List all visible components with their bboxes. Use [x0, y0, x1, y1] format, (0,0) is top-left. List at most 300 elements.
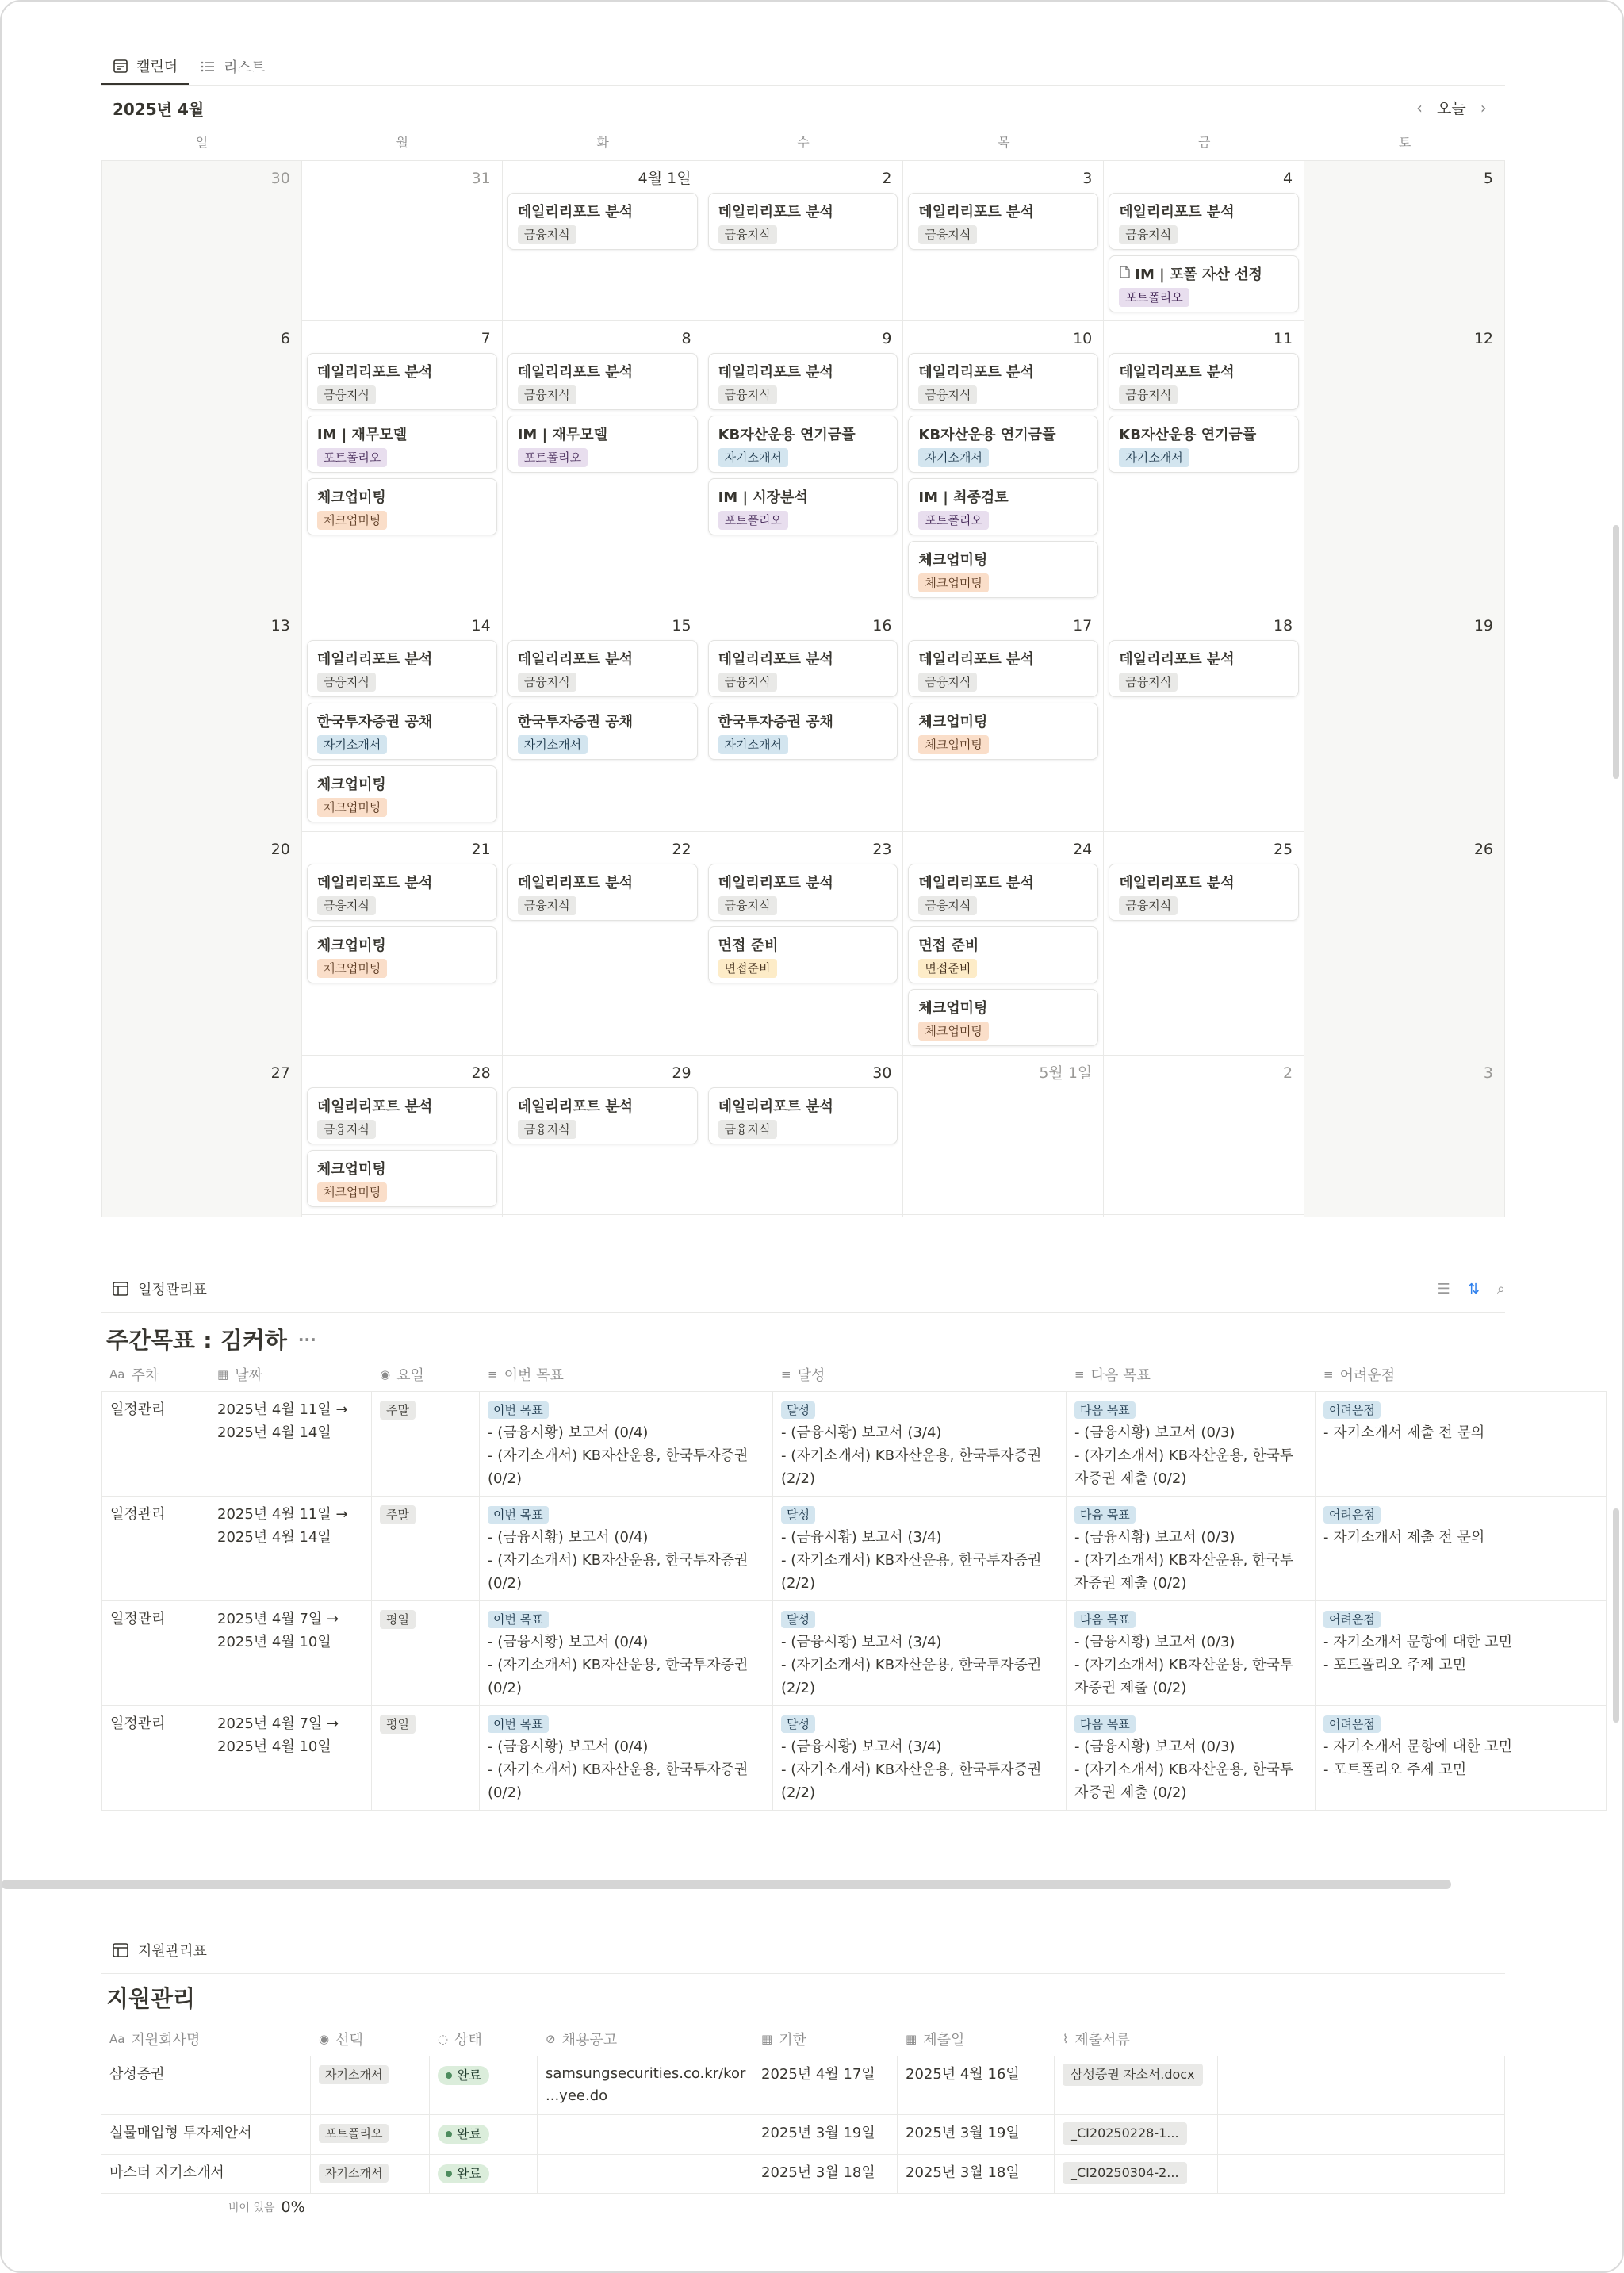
- status-badge: [438, 2066, 489, 2085]
- more-icon[interactable]: ···: [297, 1329, 316, 1349]
- event-title: 데일리리포트 분석: [718, 1098, 833, 1115]
- calendar-day[interactable]: [302, 608, 503, 833]
- cell-submitted: 2025년 3월 18일: [898, 2155, 1055, 2193]
- cell-difficulty[interactable]: [1316, 1392, 1607, 1496]
- today-button[interactable]: 오늘: [1437, 100, 1466, 117]
- calendar-day[interactable]: [1104, 321, 1304, 608]
- calendar-day[interactable]: [503, 321, 703, 608]
- calendar-day[interactable]: [903, 161, 1104, 323]
- weekday-label: 금: [1197, 135, 1211, 150]
- text-icon: ≡: [488, 1367, 498, 1382]
- callout-tag: 다음 목표: [1074, 1611, 1136, 1628]
- event-tag: 체크업미팅: [317, 1182, 387, 1202]
- event-tag: 면접준비: [718, 959, 777, 978]
- schedule-db-header: [113, 1278, 1505, 1299]
- callout-text: - (금융시황) 보고서 (0/4) - (자기소개서) KB자산운용, 한국투자증권 (0/2): [488, 1529, 749, 1592]
- column-header[interactable]: [102, 1358, 209, 1391]
- column-header[interactable]: [102, 2022, 311, 2056]
- column-header-label: 제출일: [923, 2032, 965, 2049]
- calendar-day[interactable]: [703, 1056, 904, 1217]
- event-tag: 체크업미팅: [317, 959, 387, 978]
- event-tag: 금융지식: [918, 896, 977, 915]
- event-tag: 금융지식: [317, 896, 376, 915]
- calendar-event[interactable]: [307, 765, 497, 822]
- weekday-label: 월: [396, 135, 408, 150]
- calendar-event[interactable]: [708, 926, 898, 983]
- table-row[interactable]: [102, 2154, 1505, 2194]
- calendar-day[interactable]: [102, 321, 302, 608]
- file-chip[interactable]: 삼성증권 자소서.docx: [1063, 2064, 1203, 2086]
- calendar-day[interactable]: [1304, 161, 1505, 323]
- title-icon: Aa: [109, 1367, 125, 1382]
- column-header-label: 채용공고: [561, 2032, 618, 2049]
- calendar-event[interactable]: [508, 1087, 698, 1144]
- cell-file: [1055, 2056, 1218, 2114]
- chevron-left-icon[interactable]: ‹: [1416, 98, 1423, 117]
- cell-deadline: 2025년 3월 19일: [753, 2115, 898, 2154]
- search-icon[interactable]: ⌕: [1496, 1280, 1505, 1297]
- calendar-week: [102, 1055, 1505, 1215]
- list-icon: [200, 59, 216, 75]
- event-title: 한국투자증권 공채: [718, 714, 833, 730]
- calendar-event[interactable]: [307, 1087, 497, 1144]
- cell-next[interactable]: [1067, 1497, 1316, 1600]
- document-icon: [1119, 266, 1130, 282]
- event-title-row: [1119, 263, 1290, 285]
- day-number: 21: [471, 841, 491, 858]
- calendar-day[interactable]: [503, 608, 703, 833]
- file-chip[interactable]: _CI20250228-1...: [1063, 2122, 1187, 2145]
- event-title-row: [317, 360, 488, 382]
- event-tag: 금융지식: [918, 225, 977, 244]
- column-header[interactable]: [773, 1358, 1067, 1391]
- cell-achieved[interactable]: [773, 1392, 1067, 1496]
- calendar-event[interactable]: [1109, 864, 1299, 921]
- event-tag: 금융지식: [718, 385, 777, 404]
- cell-week: 일정관리: [102, 1392, 209, 1496]
- event-tag: 체크업미팅: [317, 511, 387, 530]
- event-title-row: [317, 1094, 488, 1117]
- vertical-scrollbar[interactable]: [1613, 1508, 1619, 1723]
- calendar-icon: ▦: [761, 2032, 773, 2046]
- status-dot: [446, 2131, 452, 2137]
- event-title: 면접 준비: [718, 937, 779, 954]
- calendar-event[interactable]: [908, 864, 1098, 921]
- calendar-day[interactable]: [102, 608, 302, 833]
- event-tag: 포트폴리오: [518, 448, 588, 467]
- calendar-day[interactable]: [903, 321, 1104, 608]
- title-icon: Aa: [109, 2032, 125, 2046]
- cell-goal[interactable]: [480, 1601, 773, 1705]
- calendar-event[interactable]: [307, 1150, 497, 1207]
- column-header[interactable]: [430, 2022, 538, 2056]
- sort-icon[interactable]: ⇅: [1467, 1280, 1480, 1297]
- select-icon: ◉: [380, 1367, 391, 1382]
- event-title: 체크업미팅: [316, 776, 386, 793]
- cell-file: [1055, 2155, 1218, 2193]
- file-chip[interactable]: _CI20250304-2...: [1063, 2162, 1187, 2184]
- calendar-day[interactable]: [1104, 1056, 1304, 1217]
- calendar-event[interactable]: [508, 416, 698, 473]
- event-tag: 자기소개서: [518, 735, 588, 754]
- calendar-event[interactable]: [1109, 640, 1299, 697]
- calendar-event[interactable]: [307, 640, 497, 697]
- event-title-row: [1119, 423, 1290, 445]
- table-row[interactable]: [102, 1496, 1607, 1600]
- column-header[interactable]: [753, 2022, 898, 2056]
- calendar-event[interactable]: [708, 640, 898, 697]
- tab-list[interactable]: [189, 48, 276, 86]
- calendar-event[interactable]: [908, 989, 1098, 1046]
- calendar-icon: [113, 58, 128, 74]
- callout-tag: 이번 목표: [488, 1611, 549, 1628]
- calendar-event[interactable]: [908, 640, 1098, 697]
- calendar-event[interactable]: [708, 416, 898, 473]
- vertical-scrollbar[interactable]: [1613, 525, 1619, 779]
- column-header[interactable]: [538, 2022, 753, 2056]
- callout-text: - 자기소개서 문항에 대한 고민 - 포트폴리오 주제 고민: [1323, 1738, 1513, 1778]
- event-title: KB자산운용 연기금풀: [918, 427, 1056, 443]
- table-row[interactable]: [102, 1600, 1607, 1705]
- day-number: 2: [1283, 1064, 1293, 1082]
- column-header-label: 상태: [454, 2032, 482, 2049]
- weekly-table-header: [102, 1358, 1607, 1391]
- calendar-day[interactable]: [1304, 608, 1505, 833]
- calendar-event[interactable]: [708, 864, 898, 921]
- event-tag: 자기소개서: [317, 735, 387, 754]
- calendar-event[interactable]: [307, 864, 497, 921]
- event-title: 데일리리포트 분석: [718, 875, 833, 891]
- cell-difficulty[interactable]: [1316, 1706, 1607, 1810]
- callout-tag: 다음 목표: [1074, 1401, 1136, 1419]
- day-number: 10: [1073, 330, 1093, 347]
- event-tag: 금융지식: [1119, 673, 1178, 692]
- application-db-label: 지원관리표: [138, 1943, 207, 1960]
- cell-next[interactable]: [1067, 1601, 1316, 1705]
- event-title: 체크업미팅: [918, 714, 988, 730]
- column-header[interactable]: [1055, 2022, 1218, 2056]
- calendar-day[interactable]: [703, 832, 904, 1056]
- event-title: 데일리리포트 분석: [316, 875, 433, 891]
- day-number: 11: [1273, 330, 1293, 347]
- callout-text: - (금융시황) 보고서 (0/3) - (자기소개서) KB자산운용, 한국투자증권 제출 (0/2): [1074, 1634, 1294, 1696]
- cell-difficulty[interactable]: [1316, 1497, 1607, 1600]
- day-pill: 주말: [380, 1401, 416, 1420]
- cell-type: [311, 2056, 430, 2114]
- calendar-event[interactable]: [1109, 193, 1299, 250]
- calendar-day[interactable]: [102, 832, 302, 1056]
- cell-submitted: 2025년 4월 16일: [898, 2056, 1055, 2114]
- cell-achieved[interactable]: [773, 1497, 1067, 1600]
- calendar-grid: [102, 128, 1505, 1215]
- calendar-day[interactable]: [1104, 608, 1304, 833]
- event-tag: 금융지식: [518, 225, 576, 244]
- event-title: 면접 준비: [918, 937, 979, 954]
- cell-achieved[interactable]: [773, 1601, 1067, 1705]
- view-tabs: [102, 48, 276, 86]
- calendar-event[interactable]: [508, 193, 698, 250]
- day-number: 5: [1483, 170, 1493, 187]
- link-icon: ⊘: [546, 2032, 556, 2046]
- cell-status: [430, 2155, 538, 2193]
- calendar-day[interactable]: [302, 832, 503, 1056]
- calendar-day[interactable]: [903, 608, 1104, 833]
- event-title-row: [918, 996, 1090, 1018]
- calendar-event[interactable]: [708, 1087, 898, 1144]
- cell-date: 2025년 4월 7일 → 2025년 4월 10일: [209, 1601, 372, 1705]
- cell-goal[interactable]: [480, 1706, 773, 1810]
- calendar-event[interactable]: [1109, 255, 1299, 312]
- event-title-row: [317, 772, 488, 795]
- calendar-day[interactable]: [1304, 321, 1505, 608]
- event-title: IM | 재무모델: [517, 427, 607, 443]
- day-number: 13: [270, 617, 290, 634]
- callout-tag: 다음 목표: [1074, 1506, 1136, 1524]
- status-label: 완료: [457, 2068, 481, 2083]
- event-title: 데일리리포트 분석: [1119, 875, 1235, 891]
- table-row[interactable]: [102, 2056, 1505, 2114]
- table-row[interactable]: [102, 1705, 1607, 1811]
- calendar-event[interactable]: [708, 703, 898, 760]
- calendar-day[interactable]: [1104, 161, 1304, 323]
- calendar-day[interactable]: [302, 321, 503, 608]
- event-title: 한국투자증권 공채: [517, 714, 634, 730]
- calendar-event[interactable]: [307, 926, 497, 983]
- application-table: [102, 2022, 1505, 2194]
- column-header-label: 선택: [335, 2032, 363, 2049]
- event-title-row: [317, 1157, 488, 1179]
- event-title-row: [317, 485, 488, 508]
- event-title: 한국투자증권 공채: [316, 714, 433, 730]
- event-title-row: [1119, 871, 1290, 893]
- calendar-event[interactable]: [508, 703, 698, 760]
- callout-text: - 자기소개서 문항에 대한 고민 - 포트폴리오 주제 고민: [1323, 1634, 1513, 1673]
- table-icon: [113, 1943, 128, 1957]
- chevron-right-icon[interactable]: ›: [1480, 98, 1487, 117]
- divider: [102, 1973, 1505, 1974]
- column-header-label: 기한: [779, 2032, 806, 2049]
- calendar-event[interactable]: [307, 416, 497, 473]
- cell-achieved[interactable]: [773, 1706, 1067, 1810]
- calendar-event[interactable]: [508, 353, 698, 410]
- day-number: 19: [1473, 617, 1493, 634]
- cell-next[interactable]: [1067, 1706, 1316, 1810]
- calendar-event[interactable]: [708, 478, 898, 535]
- event-title-row: [918, 933, 1090, 956]
- footer-value: 0%: [281, 2198, 305, 2216]
- month-title: 2025년 4월: [113, 100, 205, 119]
- cell-link[interactable]: samsungsecurities.co.kr/kor ...yee.do: [538, 2056, 753, 2114]
- callout-text: - (금융시황) 보고서 (0/3) - (자기소개서) KB자산운용, 한국투자증권 제출 (0/2): [1074, 1738, 1294, 1801]
- event-tag: 자기소개서: [918, 448, 988, 467]
- type-pill: 포트폴리오: [319, 2124, 389, 2143]
- event-title-row: [518, 1094, 689, 1117]
- calendar-day[interactable]: [102, 161, 302, 323]
- calendar-event[interactable]: [908, 926, 1098, 983]
- event-tag: 금융지식: [518, 896, 576, 915]
- cell-empty: [1218, 2056, 1505, 2114]
- day-number: 2: [882, 170, 892, 187]
- weekday-label: 토: [1398, 135, 1411, 150]
- cell-submitted: 2025년 3월 19일: [898, 2115, 1055, 2154]
- calendar-day[interactable]: [503, 161, 703, 323]
- calendar-day[interactable]: [903, 1056, 1104, 1217]
- schedule-db-label-wrap: [113, 1278, 207, 1299]
- callout-text: - (금융시황) 보고서 (3/4) - (자기소개서) KB자산운용, 한국투자증권 (2/2): [781, 1738, 1042, 1801]
- callout-text: - (금융시황) 보고서 (0/3) - (자기소개서) KB자산운용, 한국투자증권 제출 (0/2): [1074, 1529, 1294, 1592]
- cell-link[interactable]: [538, 2155, 753, 2193]
- calendar-day[interactable]: [703, 608, 904, 833]
- calendar-day[interactable]: [1304, 832, 1505, 1056]
- type-pill: 자기소개서: [319, 2164, 389, 2183]
- event-title: 데일리리포트 분석: [316, 651, 433, 668]
- day-pill: 평일: [380, 1610, 416, 1629]
- calendar-day[interactable]: [703, 161, 904, 323]
- calendar-day[interactable]: [302, 1056, 503, 1217]
- callout-text: - (금융시황) 보고서 (0/3) - (자기소개서) KB자산운용, 한국투자증권 제출 (0/2): [1074, 1424, 1294, 1487]
- event-title: KB자산운용 연기금풀: [1119, 427, 1257, 443]
- calendar-event[interactable]: [908, 353, 1098, 410]
- callout-tag: 이번 목표: [488, 1715, 549, 1733]
- column-header[interactable]: [311, 2022, 430, 2056]
- schedule-db-label: 일정관리표: [138, 1282, 207, 1298]
- callout-tag: 다음 목표: [1074, 1715, 1136, 1733]
- month-nav: [1416, 97, 1487, 118]
- cell-type: [311, 2155, 430, 2193]
- cell-week: 일정관리: [102, 1601, 209, 1705]
- event-title-row: [1119, 360, 1290, 382]
- calendar-event[interactable]: [508, 864, 698, 921]
- horizontal-scrollbar[interactable]: [2, 1880, 1451, 1889]
- tab-calendar-label: 캘린더: [136, 58, 178, 75]
- cell-link[interactable]: [538, 2115, 753, 2154]
- column-header-label: 이번 목표: [504, 1367, 564, 1384]
- event-tag: 금융지식: [718, 896, 777, 915]
- calendar-day[interactable]: [1104, 832, 1304, 1056]
- calendar-event[interactable]: [708, 193, 898, 250]
- calendar-event[interactable]: [307, 353, 497, 410]
- callout-text: - 자기소개서 제출 전 문의: [1323, 1529, 1485, 1546]
- event-title-row: [317, 710, 488, 732]
- event-title: 데일리리포트 분석: [918, 651, 1034, 668]
- event-tag: 체크업미팅: [918, 735, 988, 754]
- cell-difficulty[interactable]: [1316, 1601, 1607, 1705]
- calendar-day[interactable]: [503, 832, 703, 1056]
- calendar-day[interactable]: [102, 1056, 302, 1217]
- tab-calendar[interactable]: [102, 48, 189, 86]
- calendar-day[interactable]: [503, 1056, 703, 1217]
- weekly-table: [102, 1358, 1607, 1811]
- day-number: 7: [481, 330, 491, 347]
- divider: [102, 85, 1505, 86]
- calendar-event[interactable]: [307, 703, 497, 760]
- column-header[interactable]: [372, 1358, 480, 1391]
- event-tag: 금융지식: [918, 673, 977, 692]
- day-pill: 평일: [380, 1715, 416, 1734]
- event-tag: 금융지식: [317, 1120, 376, 1139]
- calendar-day[interactable]: [1304, 1056, 1505, 1217]
- event-tag: 포트폴리오: [1119, 288, 1189, 307]
- calendar-day[interactable]: [903, 832, 1104, 1056]
- cell-type: [311, 2115, 430, 2154]
- event-title-row: [518, 200, 689, 222]
- table-row[interactable]: [102, 1391, 1607, 1496]
- day-number: 4: [1283, 170, 1293, 187]
- table-row[interactable]: [102, 2114, 1505, 2154]
- calendar-day[interactable]: [302, 161, 503, 323]
- event-title: IM | 시장분석: [718, 489, 808, 506]
- filter-icon[interactable]: ☰: [1437, 1280, 1450, 1297]
- cell-next[interactable]: [1067, 1392, 1316, 1496]
- calendar-day[interactable]: [703, 321, 904, 608]
- day-number: 22: [672, 841, 691, 858]
- event-title: 체크업미팅: [918, 1000, 988, 1017]
- calendar-event[interactable]: [908, 416, 1098, 473]
- event-title-row: [918, 423, 1090, 445]
- callout-text: - (금융시황) 보고서 (0/4) - (자기소개서) KB자산운용, 한국투자증권 (0/2): [488, 1738, 749, 1801]
- event-tag: 금융지식: [518, 1120, 576, 1139]
- status-icon: ◌: [438, 2032, 449, 2046]
- event-title: 체크업미팅: [918, 552, 988, 569]
- calendar-event[interactable]: [1109, 353, 1299, 410]
- column-header[interactable]: [209, 1358, 372, 1391]
- cell-goal[interactable]: [480, 1497, 773, 1600]
- event-title-row: [317, 871, 488, 893]
- cell-empty: [1218, 2155, 1505, 2193]
- day-number: 15: [672, 617, 691, 634]
- event-title-row: [718, 710, 890, 732]
- application-table-body: [102, 2056, 1505, 2194]
- cell-goal[interactable]: [480, 1392, 773, 1496]
- event-title-row: [317, 647, 488, 669]
- day-number: 8: [681, 330, 691, 347]
- column-header[interactable]: [1067, 1358, 1316, 1391]
- calendar-event[interactable]: [307, 478, 497, 535]
- column-header[interactable]: [898, 2022, 1055, 2056]
- event-tag: 면접준비: [918, 959, 977, 978]
- cell-date: 2025년 4월 11일 → 2025년 4월 14일: [209, 1497, 372, 1600]
- event-tag: 자기소개서: [1119, 448, 1189, 467]
- calendar-event[interactable]: [908, 703, 1098, 760]
- calendar-event[interactable]: [908, 193, 1098, 250]
- event-tag: 자기소개서: [718, 735, 788, 754]
- event-title-row: [918, 647, 1090, 669]
- day-number: 3: [1082, 170, 1093, 187]
- status-dot: [446, 2171, 452, 2177]
- calendar-event[interactable]: [1109, 416, 1299, 473]
- day-number: 12: [1473, 330, 1493, 347]
- calendar-event[interactable]: [908, 478, 1098, 535]
- column-header[interactable]: [480, 1358, 773, 1391]
- calendar-event[interactable]: [708, 353, 898, 410]
- event-title: 데일리리포트 분석: [316, 364, 433, 381]
- event-title: 데일리리포트 분석: [918, 875, 1034, 891]
- calendar-event[interactable]: [508, 640, 698, 697]
- event-title: IM | 포폴 자산 선정: [1135, 266, 1262, 283]
- event-tag: 금융지식: [317, 385, 376, 404]
- column-header[interactable]: [1316, 1358, 1607, 1391]
- event-title-row: [518, 710, 689, 732]
- day-number: 17: [1073, 617, 1093, 634]
- day-number: 28: [471, 1064, 491, 1082]
- callout-tag: 어려운점: [1323, 1506, 1381, 1524]
- callout-tag: 어려운점: [1323, 1715, 1381, 1733]
- callout-tag: 달성: [781, 1401, 815, 1419]
- calendar-event[interactable]: [908, 541, 1098, 598]
- event-title-row: [718, 423, 890, 445]
- event-title: 데일리리포트 분석: [1119, 364, 1235, 381]
- day-number: 9: [882, 330, 892, 347]
